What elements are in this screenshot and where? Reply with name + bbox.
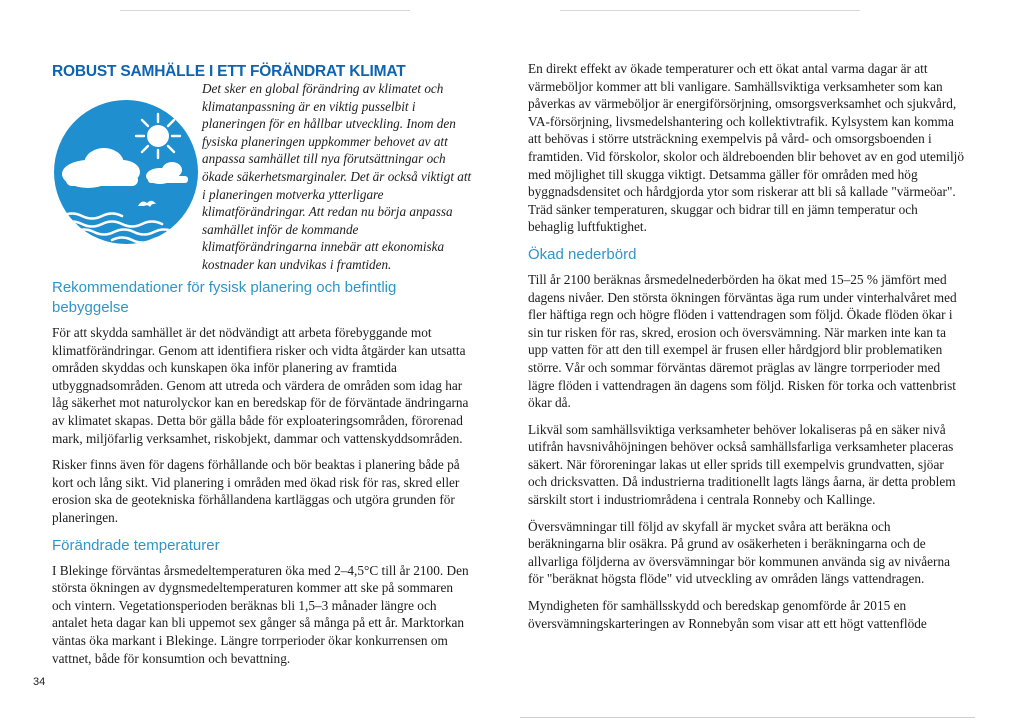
top-rule-left [120,10,410,11]
paragraph: Till år 2100 beräknas årsmedelnederbörden ha ökat med 15–25 % jämfört med dagens nivåer. Den största ökningen förväntas äga rum under vinterhalvåret med fler häftiga regn och högre flöden i vattendragen som följd. Ökade flöden ökar i sin tur risken för ras, skred, erosion och översvämning. När marken inte kan ta upp vatten för att den till exempel är frusen eller hårdgjord blir problematiken större. Vår och sommar förväntas däremot präglas av längre torrperioder med lägre flöden i vattendragen än dagens som följd. Risken för torka och vattenbrist ökar då. [528,271,957,411]
section-heading-precipitation: Ökad nederbörd [528,245,637,263]
bottom-rule [520,717,975,718]
paragraph: I Blekinge förväntas årsmedeltemperaturen öka med 2–4,5°C till år 2100. Den största ökningen av dygnsmedeltemperaturen kommer att ske på sommaren och vintern. Vegetationsperioden beräknas bli 1,5–3 månader längre och antalet heta dagar kan bli uppemot sex gånger så många på ett år. Marktorkan väntas öka markant i Blekinge. Längre torrperioder ökar konkurrensen om vattnet, både för konsumtion och bevattning. [52,562,469,666]
right-column [528,60,964,641]
top-rule-right [560,10,860,11]
intro-text: Det sker en global förändring av klimatet och klimatanpassning är en viktig pusselbit i planeringen för en hållbar utveckling. Inom den fysiska planeringen uppkommer behovet av att anpassa samhället till nya förutsättningar och ökade säkerhetsmarginaler. Det är också viktigt att i planeringen motverka ytterligare klimatförändringar. Att redan nu börja anpassa samhället inför de kommande klimatförändringarna innebär att ekonomiska kostnader kan undvikas i framtiden. [202,81,472,272]
section-heading-recommendations: Rekommendationer för fysisk planering och befintlig bebyggelse [52,279,397,316]
intro-block [52,80,472,278]
paragraph: För att skydda samhället är det nödvändigt att arbeta förebyggande mot klimatförändringar. Genom att identifiera risker och vidta åtgärder kan utsatta områden skyddas och kunskapen öka inför planering av framtida utbyggnadsområden. Genom att utreda och värdera de områden som idag har låg säkerhet mot naturolyckor kan en beredskap för de förväntade ändringarna av klimatet skapas. Detta bör gälla både för exploateringsområden, förorenad mark, miljöfarlig verksamhet, riskobjekt, dammar och vattenskyddsområden. [52,325,469,446]
climate-globe-icon [52,98,200,246]
paragraph: Översvämningar till följd av skyfall är mycket svåra att beräkna och beräkningarna blir osäkra. På grund av osäkerheten i beräkningarna och de allvarliga följderna av översvämningar bör kommunen använda sig av nivåerna för "beräknat högsta flöde" vid utveckling av områden längs vattendragen. [528,518,951,587]
paragraph: Myndigheten för samhällsskydd och beredskap genomförde år 2015 en översvämningskarteringen av Ronnebyån som visar att ett högt vattenflöde [528,598,927,631]
page-number: 34 [33,676,46,688]
paragraph: Likväl som samhällsviktiga verksamheter behöver lokaliseras på en säker nivå utifrån havsnivåhöjningen behöver också samhällsfarliga verksamheter placeras säkert. När föroreningar lakas ut eller sprids till exempelvis grundvatten, sjöar och dricksvatten. Då industrierna traditionellt lagts längs åarna, är detta problem särskilt stort i industriområdena i centrala Ronneby och Kallinge. [528,421,956,508]
left-column [52,62,472,676]
section-heading-temperatures: Förändrade temperaturer [52,536,220,554]
page-title: ROBUST SAMHÄLLE I ETT FÖRÄNDRAT KLIMAT [52,63,406,80]
paragraph: En direkt effekt av ökade temperaturer och ett ökat antal varma dagar är att värmeböljor kommer att bli vanligare. Samhällsviktiga verksamheter som kan påverkas av värmeböljor är energiförsörjning, omsorgsverksamhet och sjukvård, VA-försörjning, livsmedelshantering och kollektivtrafik. Kylsystem kan komma att behövas i större utsträckning exempelvis på vård- och omsorgsboenden i framtiden. Vid förskolor, skolor och äldreboenden blir behovet av en god utemiljö med möjlighet till skugga viktigt. Detsamma gäller för områden med hög byggnadsdensitet och hårdgjorda ytor som riskerar att bli så kallade "värmeöar". Träd sänker temperaturen, skuggar och bidrar till en jämn temperatur och behaglig luftfuktighet. [528,61,965,235]
paragraph: Risker finns även för dagens förhållande och bör beaktas i planering både på kort och lång sikt. Vid planering i områden med ökad risk för ras, skred eller erosion ska de geotekniska förhållandena kartläggas och utgöra grunden för planeringen. [52,457,460,525]
